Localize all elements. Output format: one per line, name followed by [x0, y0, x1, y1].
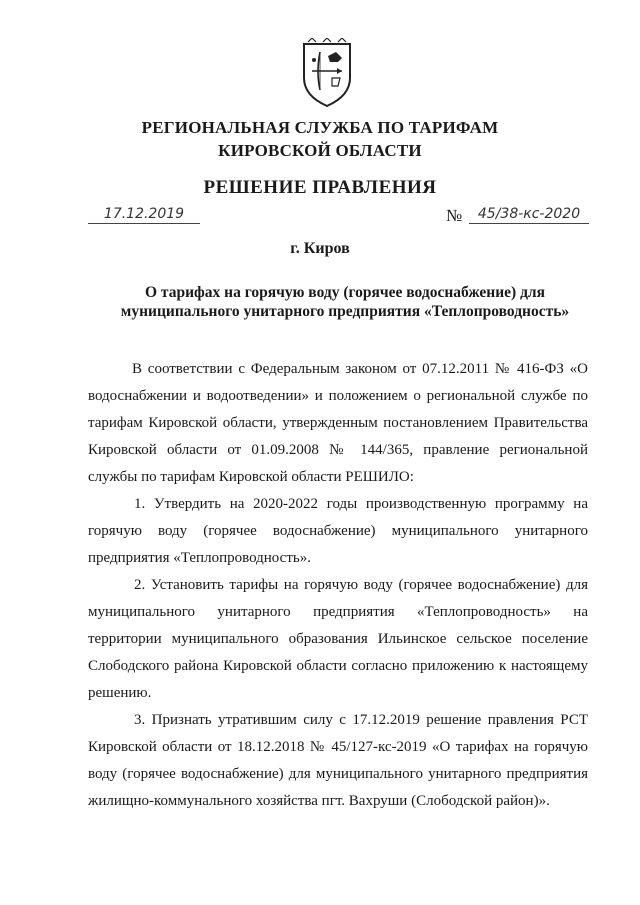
decision-date: 17.12.2019 [88, 206, 200, 224]
subject-title-line1: О тарифах на горячую воду (горячее водоснабжение) для [145, 284, 545, 301]
decision-number: 45/38-кс-2020 [469, 206, 589, 224]
number-label: № [446, 206, 463, 225]
decision-body [88, 356, 588, 815]
organization-name-line2: КИРОВСКОЙ ОБЛАСТИ [218, 141, 422, 160]
coat-of-arms-icon [298, 38, 356, 108]
organization-name-line1: РЕГИОНАЛЬНАЯ СЛУЖБА ПО ТАРИФАМ [141, 118, 499, 137]
decision-item-3: 3. Признать утратившим силу с 17.12.2019 решение правления РСТ Кировской области от 18.12.2018 № 45/127-кс-2019 «О тарифах на горячую воду (горячее водоснабжение) для муниципального унитарного предприятия жилищно-коммунального хозяйства пгт. Вахруши (Слободской район)». [88, 712, 588, 809]
preamble-paragraph: В соответствии с Федеральным законом от 07.12.2011 № 416-ФЗ «О водоснабжении и водоотведении» и положением о региональной службе по тарифам Кировской области, утвержденным постановлением Правительства Кировской области от 01.09.2008 № 144/365, правление региональной службы по тарифам Кировской области РЕШИЛО: [88, 361, 588, 485]
decision-item-1: 1. Утвердить на 2020-2022 годы производственную программу на горячую воду (горячее водоснабжение) муниципального унитарного предприятия «Теплопроводность». [88, 496, 588, 566]
decision-item-2: 2. Установить тарифы на горячую воду (горячее водоснабжение) для муниципального унитарного предприятия «Теплопроводность» на территории муниципального образования Ильинское сельское поселение Слободского района Кировской области согласно приложению к настоящему решению. [88, 577, 588, 701]
subject-title-line2: муниципального унитарного предприятия «Теплопроводность» [120, 303, 570, 320]
city-label: г. Киров [290, 240, 350, 257]
document-type-heading: РЕШЕНИЕ ПРАВЛЕНИЯ [203, 177, 437, 198]
